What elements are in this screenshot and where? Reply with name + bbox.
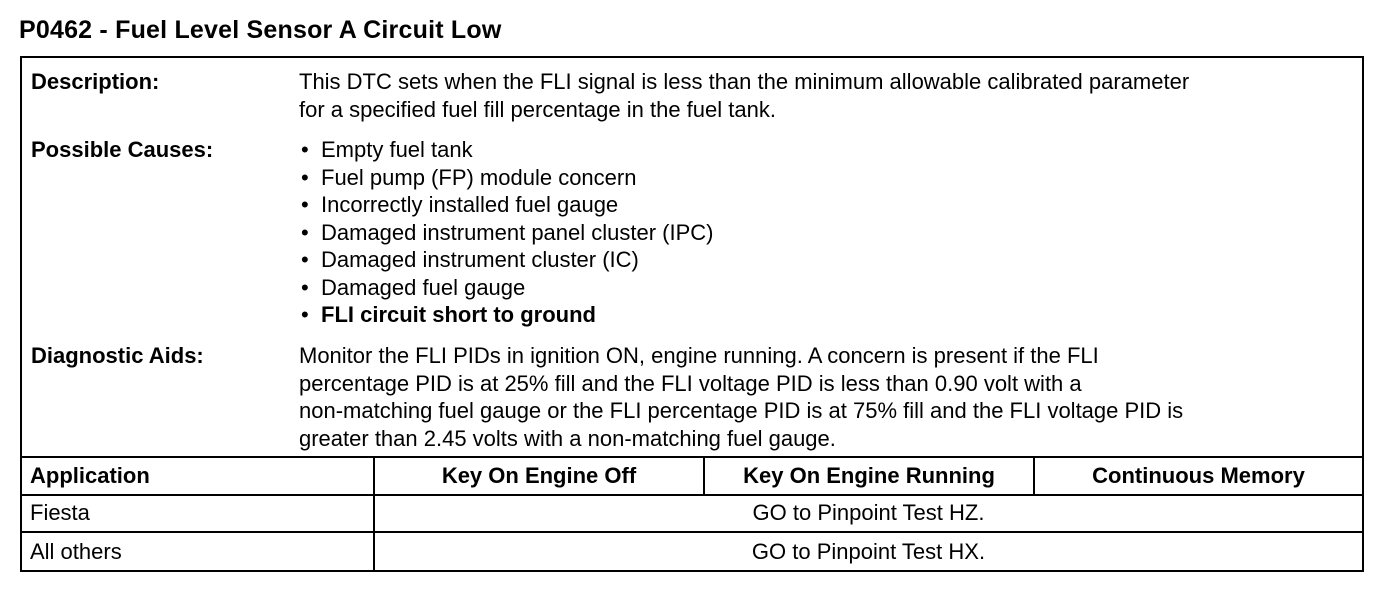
- diagnostic-aids-label: Diagnostic Aids:: [31, 343, 204, 368]
- header-key-on-engine-running: Key On Engine Running: [704, 457, 1034, 495]
- cause-item: • Incorrectly installed fuel gauge: [299, 191, 1342, 219]
- dtc-info-box: [20, 56, 1364, 572]
- cause-item: • Empty fuel tank: [299, 136, 1342, 164]
- application-cell: Fiesta: [22, 495, 374, 533]
- diagnostic-aids-line: Monitor the FLI PIDs in ignition ON, engine running. A concern is present if the FLI: [299, 343, 1099, 368]
- header-application: Application: [22, 457, 374, 495]
- table-row: [22, 532, 1362, 570]
- action-cell: GO to Pinpoint Test HX.: [374, 532, 1362, 570]
- description-label: Description:: [31, 69, 160, 94]
- table-header-row: [22, 457, 1362, 495]
- possible-causes-list: [299, 136, 1342, 329]
- description-line: for a specified fuel fill percentage in the fuel tank.: [299, 96, 776, 122]
- cause-item: • Damaged instrument panel cluster (IPC): [299, 219, 1342, 247]
- diagnostic-aids-line: non-matching fuel gauge or the FLI percentage PID is at 75% fill and the FLI voltage PID is: [299, 398, 1184, 423]
- possible-causes-label: Possible Causes:: [31, 137, 214, 162]
- page-title: P0462 - Fuel Level Sensor A Circuit Low: [19, 16, 502, 44]
- cause-item: • Damaged fuel gauge: [299, 274, 1342, 302]
- action-cell: GO to Pinpoint Test HZ.: [374, 495, 1362, 533]
- diagnostic-aids-line: percentage PID is at 25% fill and the FLI voltage PID is less than 0.90 volt with a: [299, 370, 1082, 396]
- application-table: [22, 456, 1362, 570]
- cause-item: • Fuel pump (FP) module concern: [299, 164, 1342, 192]
- header-key-on-engine-off: Key On Engine Off: [374, 457, 704, 495]
- description-line: This DTC sets when the FLI signal is less than the minimum allowable calibrated parameter: [299, 69, 1190, 94]
- diagnostic-aids-text: [299, 342, 1342, 452]
- table-row: [22, 495, 1362, 533]
- description-text: [299, 68, 1342, 123]
- cause-item: • Damaged instrument cluster (IC): [299, 246, 1342, 274]
- diagnostic-aids-line: greater than 2.45 volts with a non-matching fuel gauge.: [299, 425, 836, 451]
- header-continuous-memory: Continuous Memory: [1034, 457, 1362, 495]
- cause-item: • FLI circuit short to ground: [299, 301, 1342, 329]
- application-cell: All others: [22, 532, 374, 570]
